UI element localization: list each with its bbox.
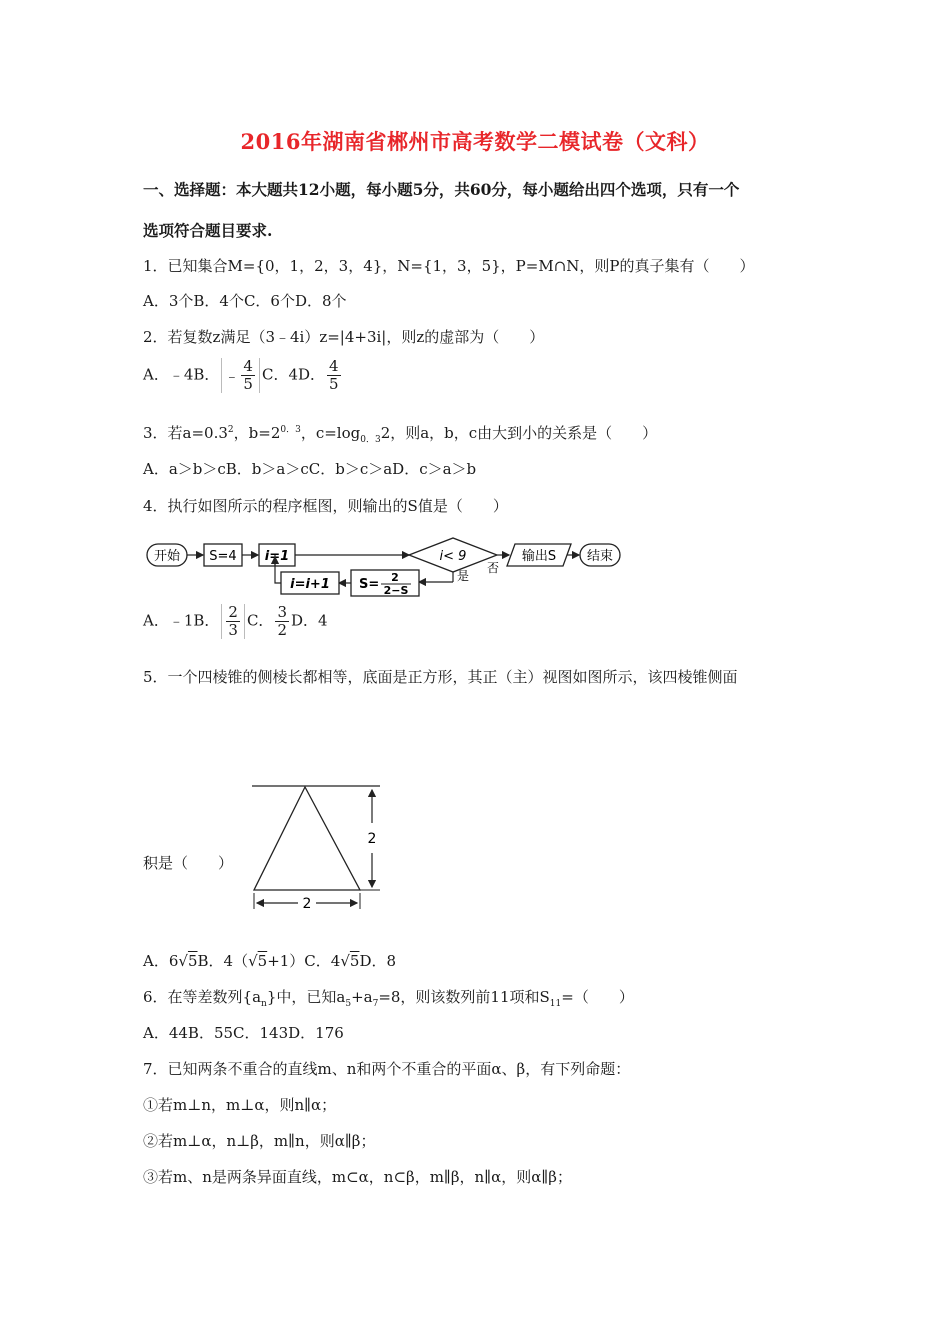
q3-stem <box>143 422 657 445</box>
q3-sub1: 0．3 <box>360 435 381 445</box>
q3-stem-post: 2，则a，b，c由大到小的关系是（ ） <box>380 424 658 442</box>
base-dimension-label: 2 <box>302 896 312 912</box>
q2-opt-d-fraction <box>327 358 341 393</box>
q7-stem: 7．已知两条不重合的直线m、n和两个不重合的平面α、β，有下列命题： <box>143 1060 631 1078</box>
section-heading-line2: 选项符合题目要求. <box>143 221 273 240</box>
q7-proposition-1: ①若m⊥n，m⊥α，则n∥α； <box>143 1096 337 1114</box>
q3-exp1: 2 <box>227 425 234 435</box>
q5-radicand-c: 5 <box>349 952 360 970</box>
sqrt-icon: √ <box>340 952 350 970</box>
q3-exp2: 0．3 <box>280 425 301 435</box>
q4-stem: 4．执行如图所示的程序框图，则输出的S值是（ ） <box>143 497 508 515</box>
flow-no-label: 否 <box>487 561 500 575</box>
q5-opt-b-post: +1）C．4 <box>267 952 341 970</box>
flow-output-label: 输出S <box>521 549 557 564</box>
flow-condition-label: i< 9 <box>439 549 467 564</box>
q3-options: A．a＞b＞cB．b＞a＞cC．b＞c＞aD．c＞a＞b <box>143 460 477 478</box>
flow-update-s-den: 2−S <box>383 584 409 597</box>
q7-proposition-3: ③若m、n是两条异面直线，m⊂α，n⊂β，m∥β，n∥α，则α∥β； <box>143 1168 572 1186</box>
flow-yes-label: 是 <box>457 569 470 583</box>
sqrt-icon: √ <box>178 952 188 970</box>
q2-stem: 2．若复数z满足（3﹣4i）z=|4+3i|，则z的虚部为（ ） <box>143 328 545 346</box>
q7-proposition-2: ②若m⊥α，n⊥β，m∥n，则α∥β； <box>143 1132 376 1150</box>
q2-opt-c: C．4D． <box>261 365 326 384</box>
flow-init-i-label: i=1 <box>264 549 290 564</box>
height-dimension-label: 2 <box>367 831 377 847</box>
q6-stem-pre: 6．在等差数列{a <box>143 988 262 1006</box>
q1-options: A．3个B．4个C．6个D．8个 <box>143 292 347 310</box>
q6-sub11: 11 <box>549 999 562 1009</box>
q2-opt-d-den: 5 <box>329 375 339 393</box>
q5-stem2: 积是（ ） <box>143 854 234 872</box>
q6-stem <box>143 986 634 1009</box>
q4-opt-c-num: 3 <box>277 603 287 621</box>
sqrt-icon: √ <box>248 952 258 970</box>
front-view-triangle <box>254 787 360 890</box>
q5-front-view-figure <box>248 783 388 913</box>
q2-opt-a: A．﹣4B． <box>143 365 220 384</box>
q3-stem-pre: 3．若a=0.3 <box>143 424 228 442</box>
q6-stem-post: =（ ） <box>561 988 634 1006</box>
q2-opt-b-num: 4 <box>243 357 253 375</box>
q5-opt-d: D．8 <box>359 952 397 970</box>
q6-sub5: 5 <box>345 999 352 1009</box>
q4-opt-d: D．4 <box>290 611 328 630</box>
q4-opt-c-den: 2 <box>277 621 287 639</box>
q6-stem-mid2: +a <box>351 988 373 1006</box>
q6-options: A．44B．55C．143D．176 <box>143 1024 344 1042</box>
flow-end-label: 结束 <box>586 549 614 564</box>
flow-start-label: 开始 <box>153 549 181 564</box>
q2-opt-d-num: 4 <box>329 357 339 375</box>
q3-stem-mid2: ，c=log <box>300 424 361 442</box>
q4-opt-b-num: 2 <box>228 603 238 621</box>
flow-update-s-lhs: S= <box>359 577 380 592</box>
q6-sub7: 7 <box>372 999 379 1009</box>
q3-stem-mid1: ，b=2 <box>233 424 281 442</box>
q4-options <box>143 604 328 639</box>
q5-radicand-a: 5 <box>187 952 198 970</box>
q6-stem-mid1: }中，已知a <box>266 988 346 1006</box>
q2-opt-b-sign: ﹣ <box>224 367 240 385</box>
q5-radicand-b: 5 <box>257 952 268 970</box>
q4-opt-a: A．﹣1B． <box>143 611 220 630</box>
flow-update-s-num: 2 <box>391 571 399 584</box>
q4-opt-c-fraction <box>275 604 289 639</box>
q5-opt-a: A．6 <box>143 952 179 970</box>
q2-options <box>143 358 343 393</box>
q6-stem-mid3: =8，则该数列前11项和S <box>378 988 550 1006</box>
q5-stem: 5．一个四棱锥的侧棱长都相等，底面是正方形，其正（主）视图如图所示，该四棱锥侧面 <box>143 668 738 686</box>
q4-opt-b-den: 3 <box>228 621 238 639</box>
flow-increment-label: i=i+1 <box>290 577 330 592</box>
flow-init-s-label: S=4 <box>209 549 237 564</box>
q2-opt-b-fraction <box>221 358 260 393</box>
q2-opt-b-den: 5 <box>243 375 253 393</box>
q4-opt-b-fraction <box>226 604 240 639</box>
page-title: 2016年湖南省郴州市高考数学二模试卷（文科） <box>240 129 710 154</box>
q6-sub-n: n <box>261 999 267 1009</box>
q1-stem: 1．已知集合M={0，1，2，3，4}，N={1，3，5}，P=M∩N，则P的真子集有（ ） <box>143 257 755 275</box>
q4-flowchart <box>143 528 623 600</box>
section-heading-line1: 一、选择题：本大题共12小题，每小题5分，共60分，每小题给出四个选项，只有一个 <box>143 180 740 199</box>
q5-opt-b: B．4（ <box>197 952 249 970</box>
q5-options <box>143 950 396 971</box>
q4-opt-c: C． <box>246 611 274 630</box>
